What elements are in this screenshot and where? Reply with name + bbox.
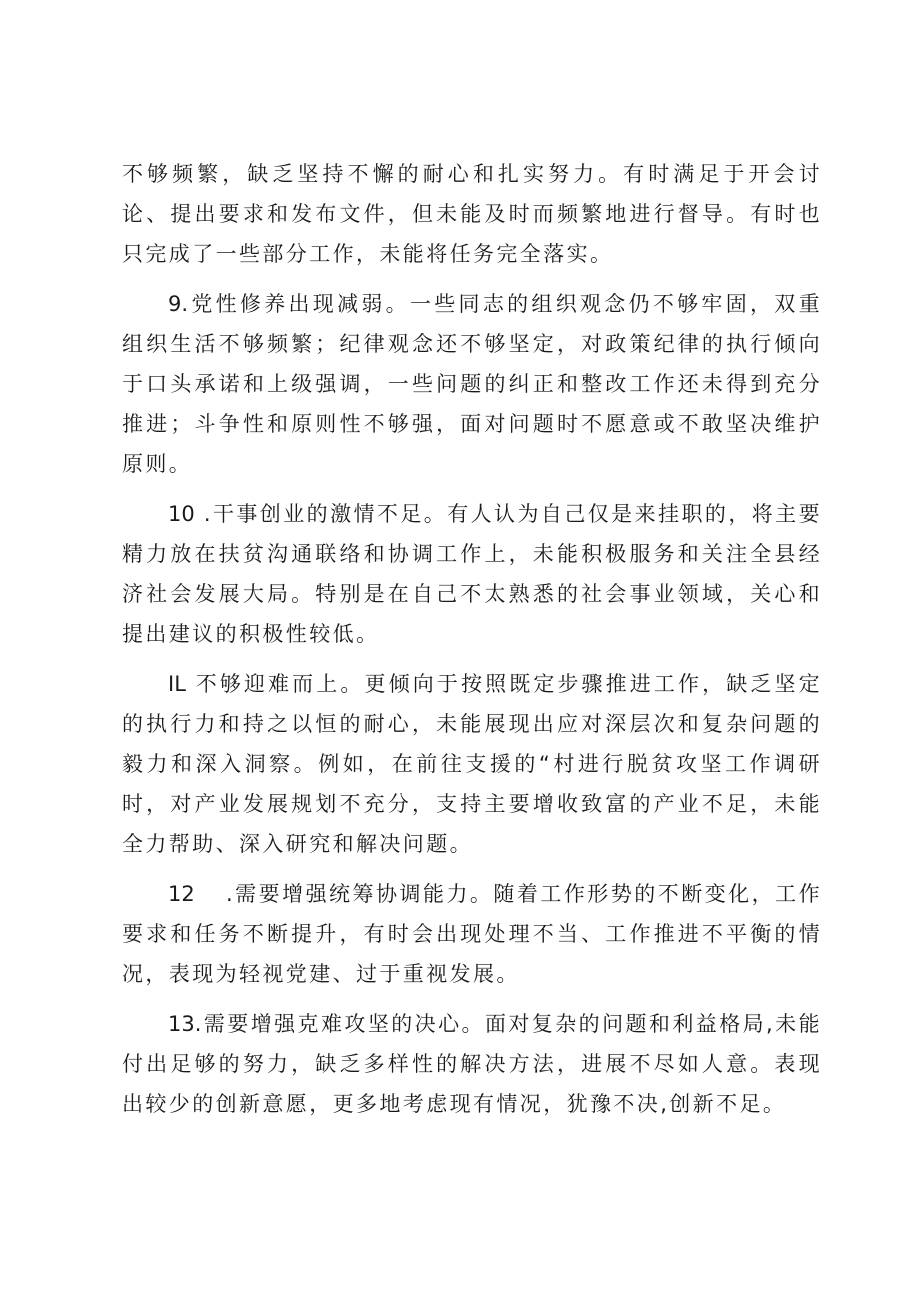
paragraph-continued: [122, 154, 822, 274]
paragraph-item-10: [122, 494, 822, 654]
paragraph-item-12: [122, 874, 822, 994]
paragraph-item-11: [122, 664, 822, 864]
paragraph-item-13: [122, 1004, 822, 1124]
paragraph-text: .干事创业的激情不足。有人认为自己仅是来挂职的，将主要精力放在扶贫沟通联络和协调工作上，未能积极服务和关注全县经济社会发展大局。特别是在自己不太熟悉的社会事业领域，关心和提出建议的积极性较低。: [122, 502, 822, 646]
paragraph-text: .需要增强克难攻坚的决心。面对复杂的问题和利益格局,未能付出足够的努力，缺乏多样性的解决方法，进展不尽如人意。表现出较少的创新意愿，更多地考虑现有情况，犹豫不决,创新不足。: [122, 1012, 822, 1116]
paragraph-text: .党性修养出现减弱。一些同志的组织观念仍不够牢固，双重组织生活不够频繁；纪律观念还不够坚定，对政策纪律的执行倾向于口头承诺和上级强调，一些问题的纠正和整改工作还未得到充分推进；斗争性和原则性不够强，面对问题时不愿意或不敢坚决维护原则。: [122, 292, 822, 476]
paragraph-text: 不够频繁，缺乏坚持不懈的耐心和扎实努力。有时满足于开会讨论、提出要求和发布文件，但未能及时而频繁地进行督导。有时也只完成了一些部分工作，未能将任务完全落实。: [122, 162, 822, 266]
paragraph-number: 13: [168, 1012, 195, 1036]
document-body: [122, 154, 822, 1134]
paragraph-number: 10: [168, 502, 195, 526]
paragraph-number: IL: [168, 672, 186, 696]
paragraph-number: 12: [168, 882, 195, 906]
paragraph-number: 9: [168, 292, 182, 316]
paragraph-item-9: [122, 284, 822, 484]
paragraph-text: 不够迎难而上。更倾向于按照既定步骤推进工作，缺乏坚定的执行力和持之以恒的耐心，未能展现出应对深层次和复杂问题的毅力和深入洞察。例如，在前往支援的“村进行脱贫攻坚工作调研时，对产业发展规划不充分，支持主要增收致富的产业不足，未能全力帮助、深入研究和解决问题。: [122, 672, 822, 856]
paragraph-text: .需要增强统筹协调能力。随着工作形势的不断变化，工作要求和任务不断提升，有时会出现处理不当、工作推进不平衡的情况，表现为轻视党建、过于重视发展。: [122, 882, 822, 986]
